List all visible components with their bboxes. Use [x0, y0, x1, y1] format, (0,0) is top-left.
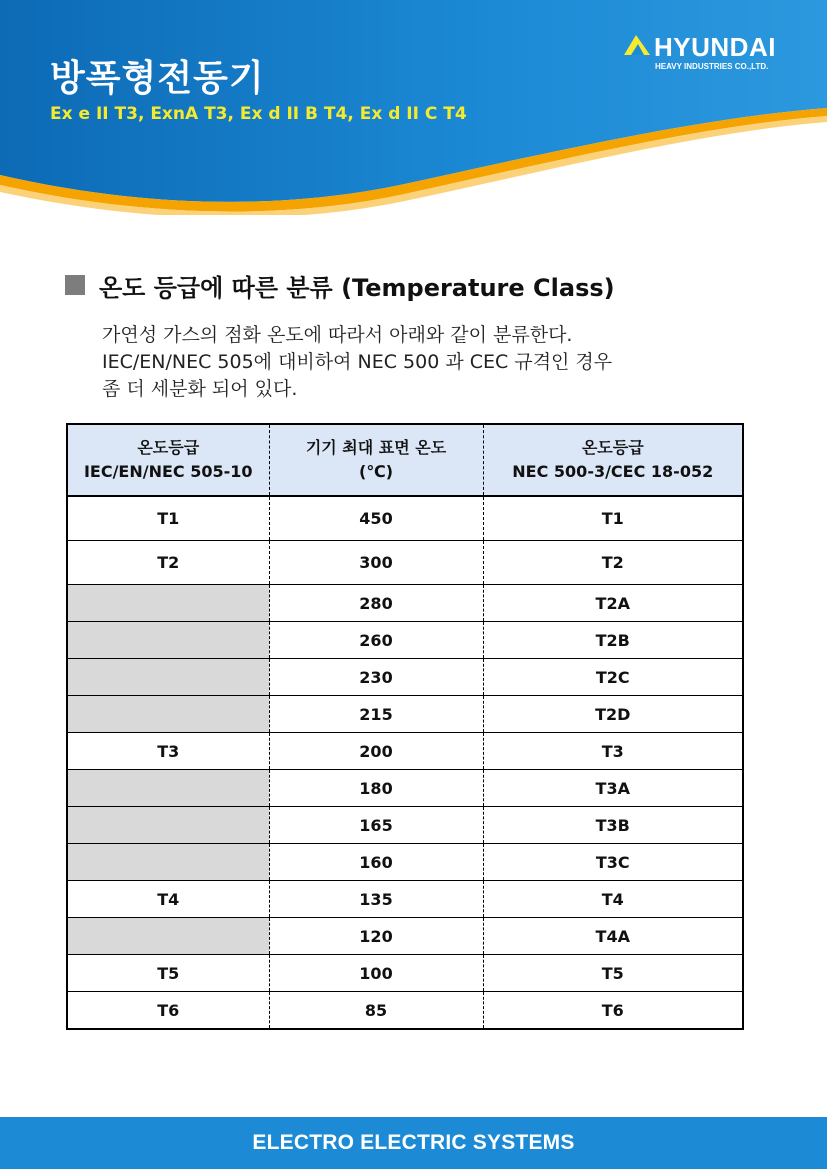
intro-paragraph: 가연성 가스의 점화 온도에 따라서 아래와 같이 분류한다. IEC/EN/NEC 505에 대비하여 NEC 500 과 CEC 규격인 경우 좀 더 세분화 되어 있다.: [102, 324, 613, 400]
page-subtitle: Ex e II T3, ExnA T3, Ex d II B T4, Ex d II C T4: [50, 104, 467, 124]
cell-max-temp: 160: [269, 844, 483, 881]
cell-iec-class: T3: [67, 733, 269, 770]
header-iec-class: [67, 424, 269, 496]
footer-text: ELECTRO ELECTRIC SYSTEMS: [252, 1131, 575, 1154]
table-row: [67, 733, 743, 770]
cell-max-temp: 180: [269, 770, 483, 807]
logo-tagline: HEAVY INDUSTRIES CO.,LTD.: [655, 62, 769, 71]
table-row: [67, 955, 743, 992]
header-max-surface-temp: [269, 424, 483, 496]
header-nec-class-line2: NEC 500-3/CEC 18-052: [512, 462, 714, 481]
cell-max-temp: 165: [269, 807, 483, 844]
cell-iec-class: T4: [67, 881, 269, 918]
table-row: [67, 696, 743, 733]
cell-iec-class: [67, 918, 269, 955]
cell-iec-class: [67, 807, 269, 844]
header-nec-class-line1: 온도등급: [581, 438, 644, 457]
table-body: [67, 496, 743, 1029]
table-row: [67, 585, 743, 622]
cell-iec-class: [67, 844, 269, 881]
cell-nec-class: T3: [483, 733, 743, 770]
cell-max-temp: 450: [269, 496, 483, 541]
cell-max-temp: 230: [269, 659, 483, 696]
table-row: [67, 918, 743, 955]
header-nec-class: [483, 424, 743, 496]
header-iec-class-line1: 온도등급: [137, 438, 200, 457]
table-row: [67, 770, 743, 807]
page-title: 방폭형전동기: [50, 58, 265, 99]
table-row: [67, 807, 743, 844]
cell-iec-class: T5: [67, 955, 269, 992]
table-row: [67, 881, 743, 918]
cell-nec-class: T4: [483, 881, 743, 918]
cell-nec-class: T3B: [483, 807, 743, 844]
cell-iec-class: [67, 622, 269, 659]
cell-iec-class: T6: [67, 992, 269, 1030]
hyundai-logo: [622, 34, 802, 74]
cell-iec-class: T2: [67, 541, 269, 585]
cell-nec-class: T2A: [483, 585, 743, 622]
cell-max-temp: 215: [269, 696, 483, 733]
header-max-surface-temp-line1: 기기 최대 표면 온도: [305, 438, 447, 457]
cell-iec-class: [67, 585, 269, 622]
header-max-surface-temp-line2: (℃): [359, 462, 393, 481]
cell-max-temp: 85: [269, 992, 483, 1030]
section-title: 온도 등급에 따른 분류 (Temperature Class): [99, 273, 615, 302]
cell-max-temp: 135: [269, 881, 483, 918]
cell-max-temp: 120: [269, 918, 483, 955]
cell-iec-class: [67, 770, 269, 807]
cell-max-temp: 280: [269, 585, 483, 622]
table-row: [67, 844, 743, 881]
cell-iec-class: [67, 696, 269, 733]
table-row: [67, 992, 743, 1030]
triangle-logo-icon: [622, 34, 652, 56]
table-row: [67, 622, 743, 659]
cell-nec-class: T2: [483, 541, 743, 585]
cell-nec-class: T6: [483, 992, 743, 1030]
square-bullet-icon: [65, 275, 85, 295]
table-row: [67, 541, 743, 585]
cell-nec-class: T3C: [483, 844, 743, 881]
table-row: [67, 496, 743, 541]
cell-nec-class: T2B: [483, 622, 743, 659]
temperature-class-table-wrapper: [66, 423, 744, 1030]
table-row: [67, 659, 743, 696]
cell-nec-class: T2D: [483, 696, 743, 733]
header-iec-class-line2: IEC/EN/NEC 505-10: [83, 462, 253, 481]
cell-nec-class: T4A: [483, 918, 743, 955]
cell-max-temp: 100: [269, 955, 483, 992]
temperature-class-table: [66, 423, 744, 1030]
cell-nec-class: T3A: [483, 770, 743, 807]
cell-nec-class: T5: [483, 955, 743, 992]
cell-max-temp: 200: [269, 733, 483, 770]
cell-max-temp: 300: [269, 541, 483, 585]
header-banner: [0, 0, 827, 215]
cell-nec-class: T2C: [483, 659, 743, 696]
logo-name: HYUNDAI: [654, 32, 776, 62]
cell-max-temp: 260: [269, 622, 483, 659]
section-heading: [65, 268, 615, 302]
cell-iec-class: T1: [157, 509, 180, 528]
cell-nec-class: T1: [483, 496, 743, 541]
table-header-row: [67, 424, 743, 496]
cell-iec-class: [67, 659, 269, 696]
footer-bar: [0, 1117, 827, 1169]
